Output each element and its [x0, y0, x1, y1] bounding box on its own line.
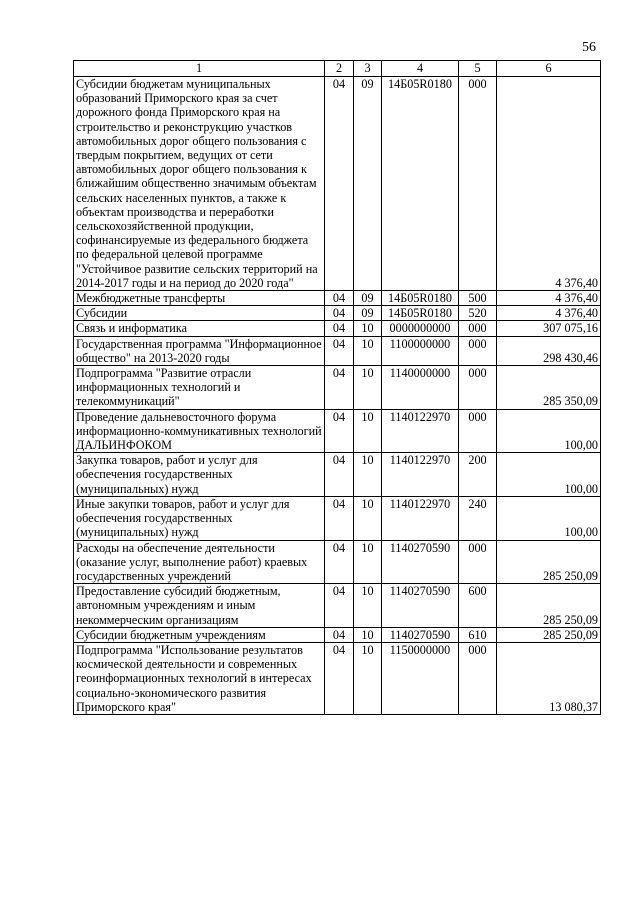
row-expense-type: 000 [459, 321, 497, 336]
row-subsection: 10 [354, 540, 382, 584]
row-target-article: 1140122970 [382, 409, 459, 453]
table-row [74, 77, 601, 291]
row-amount: 285 250,09 [497, 627, 601, 642]
table-header-row [74, 61, 601, 77]
row-expense-type: 610 [459, 627, 497, 642]
row-subsection: 10 [354, 366, 382, 410]
row-expense-type: 200 [459, 453, 497, 497]
row-name: Проведение дальневосточного форума информационно-коммуникативных технологий ДАЛЬИНФОКОМ [74, 409, 325, 453]
page-number: 56 [582, 40, 596, 55]
row-subsection: 10 [354, 584, 382, 628]
column-header-2: 2 [325, 61, 354, 77]
row-amount: 100,00 [497, 496, 601, 540]
row-section: 04 [325, 496, 354, 540]
row-amount: 285 250,09 [497, 540, 601, 584]
table-row [74, 366, 601, 410]
row-subsection: 10 [354, 453, 382, 497]
row-amount: 4 376,40 [497, 291, 601, 306]
table-row [74, 496, 601, 540]
row-section: 04 [325, 627, 354, 642]
row-name: Иные закупки товаров, работ и услуг для обеспечения государственных (муниципальных) нужд [74, 496, 325, 540]
table-row [74, 627, 601, 642]
table-row [74, 540, 601, 584]
row-amount: 285 250,09 [497, 584, 601, 628]
row-amount: 4 376,40 [497, 77, 601, 291]
column-header-5: 5 [459, 61, 497, 77]
table-row [74, 336, 601, 365]
row-name: Субсидии [74, 306, 325, 321]
row-name: Государственная программа "Информационное общество" на 2013-2020 годы [74, 336, 325, 365]
row-section: 04 [325, 453, 354, 497]
column-header-6: 6 [497, 61, 601, 77]
row-target-article: 14Б05R0180 [382, 77, 459, 291]
table-body [74, 77, 601, 715]
column-header-1: 1 [74, 61, 325, 77]
table-row [74, 409, 601, 453]
row-section: 04 [325, 409, 354, 453]
row-subsection: 10 [354, 321, 382, 336]
budget-table [73, 60, 601, 715]
row-expense-type: 500 [459, 291, 497, 306]
row-amount: 100,00 [497, 453, 601, 497]
row-subsection: 10 [354, 496, 382, 540]
row-section: 04 [325, 540, 354, 584]
row-target-article: 1140270590 [382, 627, 459, 642]
row-section: 04 [325, 321, 354, 336]
row-target-article: 14Б05R0180 [382, 306, 459, 321]
row-subsection: 10 [354, 409, 382, 453]
row-section: 04 [325, 77, 354, 291]
row-section: 04 [325, 336, 354, 365]
row-expense-type: 000 [459, 540, 497, 584]
row-name: Подпрограмма "Развитие отрасли информационных технологий и телекоммуникаций" [74, 366, 325, 410]
row-amount: 307 075,16 [497, 321, 601, 336]
table-row [74, 453, 601, 497]
table-row [74, 321, 601, 336]
row-name: Субсидии бюджетным учреждениям [74, 627, 325, 642]
row-target-article: 0000000000 [382, 321, 459, 336]
row-target-article: 1140122970 [382, 453, 459, 497]
column-header-3: 3 [354, 61, 382, 77]
row-amount: 285 350,09 [497, 366, 601, 410]
row-name: Предоставление субсидий бюджетным, автономным учреждениям и иным некоммерческим организациям [74, 584, 325, 628]
row-name: Подпрограмма "Использование результатов космической деятельности и современных геоинформационных технологий в интересах социально-экономического развития Приморского края" [74, 642, 325, 714]
row-expense-type: 000 [459, 77, 497, 291]
row-section: 04 [325, 366, 354, 410]
row-expense-type: 240 [459, 496, 497, 540]
column-header-4: 4 [382, 61, 459, 77]
row-name: Связь и информатика [74, 321, 325, 336]
row-name: Расходы на обеспечение деятельности (оказание услуг, выполнение работ) краевых государственных учреждений [74, 540, 325, 584]
row-target-article: 1140270590 [382, 584, 459, 628]
row-target-article: 1140000000 [382, 366, 459, 410]
row-amount: 4 376,40 [497, 306, 601, 321]
row-expense-type: 600 [459, 584, 497, 628]
row-section: 04 [325, 642, 354, 714]
row-subsection: 10 [354, 627, 382, 642]
row-section: 04 [325, 584, 354, 628]
row-target-article: 1140270590 [382, 540, 459, 584]
table-row [74, 584, 601, 628]
row-target-article: 1150000000 [382, 642, 459, 714]
row-name: Межбюджетные трансферты [74, 291, 325, 306]
row-target-article: 14Б05R0180 [382, 291, 459, 306]
row-expense-type: 000 [459, 336, 497, 365]
row-amount: 100,00 [497, 409, 601, 453]
row-subsection: 09 [354, 291, 382, 306]
row-expense-type: 520 [459, 306, 497, 321]
row-subsection: 09 [354, 306, 382, 321]
row-expense-type: 000 [459, 642, 497, 714]
row-target-article: 1140122970 [382, 496, 459, 540]
row-subsection: 10 [354, 642, 382, 714]
row-name: Субсидии бюджетам муниципальных образований Приморского края за счет дорожного фонда Приморского края на строительство и реконструкцию участков автомобильных дорог общего пользования с твердым покрытием, ведущих от сети автомобильных дорог общего пользования к ближайшим общественно значимым объектам сельских населенных пунктов, а также к объектам производства и переработки сельскохозяйственной продукции, софинансируемые из федерального бюджета по федеральной целевой программе "Устойчивое развитие сельских территорий на 2014-2017 годы и на период до 2020 года" [74, 77, 325, 291]
row-amount: 298 430,46 [497, 336, 601, 365]
row-target-article: 1100000000 [382, 336, 459, 365]
row-amount: 13 080,37 [497, 642, 601, 714]
row-subsection: 10 [354, 336, 382, 365]
table-row [74, 306, 601, 321]
row-section: 04 [325, 306, 354, 321]
row-expense-type: 000 [459, 366, 497, 410]
row-subsection: 09 [354, 77, 382, 291]
row-section: 04 [325, 291, 354, 306]
row-expense-type: 000 [459, 409, 497, 453]
table-row [74, 291, 601, 306]
table-row [74, 642, 601, 714]
row-name: Закупка товаров, работ и услуг для обеспечения государственных (муниципальных) нужд [74, 453, 325, 497]
